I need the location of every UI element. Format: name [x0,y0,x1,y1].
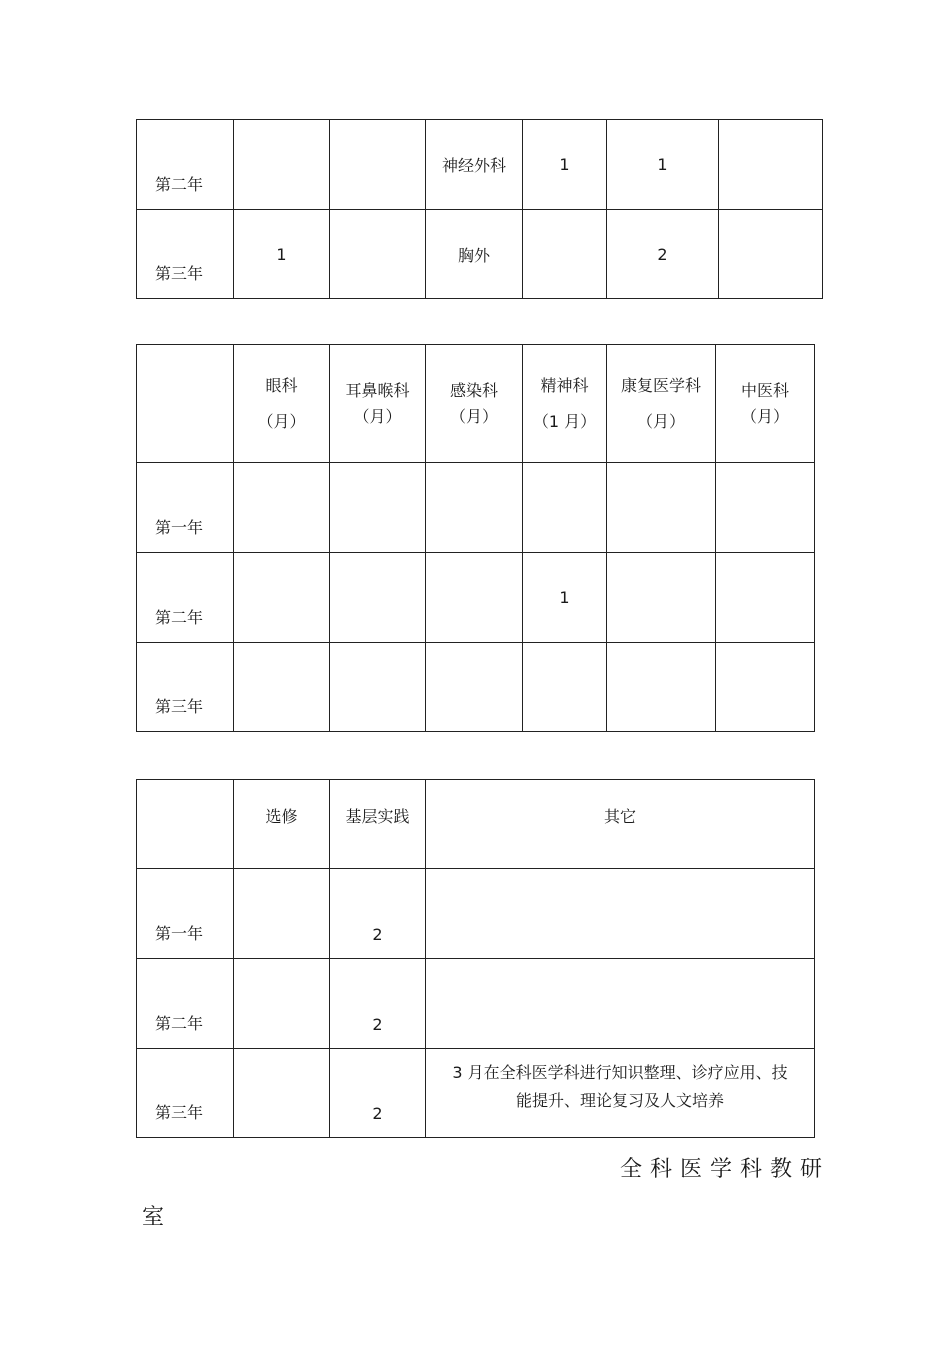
corner-cell [137,345,234,463]
header-psychiatry [523,345,607,463]
table-cell: 1 [523,120,607,210]
header-rehabilitation [607,345,716,463]
table-cell: 2 [330,959,426,1049]
table-row [137,210,823,299]
table-cell [330,210,426,299]
row-label: 第一年 [137,463,234,553]
table-cell [607,643,716,732]
table-row [137,553,815,643]
table-row [137,463,815,553]
corner-cell [137,780,234,869]
header-name: 耳鼻喉科 [345,380,410,400]
header-name: 精神科 [540,375,589,395]
table-cell: 2 [607,210,719,299]
department-name-continued: 室 [142,1205,165,1230]
table-cell [607,463,716,553]
row-label: 第一年 [137,869,234,959]
table-cell: 1 [234,210,330,299]
row-label: 第二年 [137,120,234,210]
table-cell [234,1049,330,1138]
row-label: 第三年 [137,1049,234,1138]
notes-text: 3 月在全科医学科进行知识整理、诊疗应用、技能提升、理论复习及人文培养 [452,1063,788,1110]
row-label: 第二年 [137,553,234,643]
rotation-table-continued [136,119,823,299]
header-other: 其它 [426,780,815,869]
header-name: 眼科 [265,375,298,395]
header-unit: （月） [353,406,402,426]
row-label: 第三年 [137,210,234,299]
table-cell [330,120,426,210]
table-cell [719,120,823,210]
table-cell [426,643,523,732]
table-cell: 1 [523,553,607,643]
header-primary-practice: 基层实践 [330,780,426,869]
header-unit: （1 月） [532,411,597,431]
table-cell [234,463,330,553]
table-cell: 2 [330,869,426,959]
table-cell [234,959,330,1049]
header-name: 康复医学科 [620,375,701,395]
table-cell [716,463,815,553]
row-label: 第二年 [137,959,234,1049]
table-row [137,959,815,1049]
table-cell: 1 [607,120,719,210]
table-cell [716,553,815,643]
header-ent [330,345,426,463]
table-row [137,869,815,959]
rotation-table-specialties [136,344,815,732]
rotation-table-other [136,779,815,1138]
table-cell [426,959,815,1049]
table-cell: 2 [330,1049,426,1138]
table-cell: 神经外科 [426,120,523,210]
header-unit: （月） [740,406,789,426]
table-cell [330,463,426,553]
table-cell [426,869,815,959]
table-cell [523,210,607,299]
table-cell [234,553,330,643]
table-cell [426,463,523,553]
header-row [137,780,815,869]
notes-cell [426,1049,815,1138]
table-cell [719,210,823,299]
table-cell [234,120,330,210]
table-cell [330,643,426,732]
table-cell [426,553,523,643]
table-cell: 胸外 [426,210,523,299]
header-name: 感染科 [449,380,498,400]
header-infectious [426,345,523,463]
table-cell [523,463,607,553]
table-cell [234,869,330,959]
header-name: 中医科 [740,380,789,400]
table-cell [523,643,607,732]
table-row [137,643,815,732]
table-cell [330,553,426,643]
header-elective: 选修 [234,780,330,869]
header-unit: （月） [449,406,498,426]
header-unit: （月） [636,411,685,431]
table-cell [607,553,716,643]
table-row [137,1049,815,1138]
header-row [137,345,815,463]
header-ophthalmology [234,345,330,463]
table-row [137,120,823,210]
table-cell [234,643,330,732]
department-name: 全科医学科教研 [620,1157,831,1182]
table-cell [716,643,815,732]
row-label: 第三年 [137,643,234,732]
header-unit: （月） [257,411,306,431]
header-tcm [716,345,815,463]
